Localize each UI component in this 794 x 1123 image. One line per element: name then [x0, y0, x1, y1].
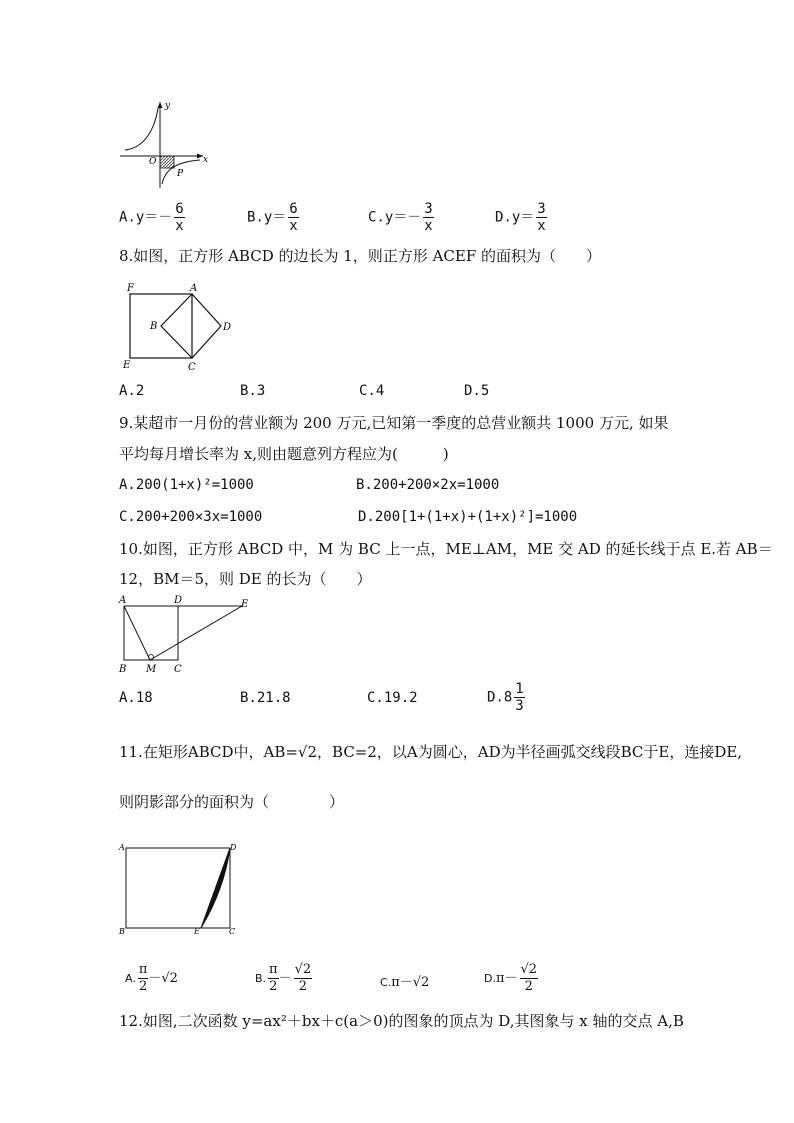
- q8-option-a: A.2: [119, 383, 145, 399]
- q11-rectangle-figure: [116, 838, 244, 938]
- q10-option-a: A.18: [119, 690, 153, 706]
- q8-option-b: B.3: [240, 383, 266, 399]
- q11-option-b-num: π: [269, 962, 278, 977]
- q8-label-e: E: [123, 360, 131, 371]
- q11-option-b-minus: －: [278, 971, 292, 986]
- q7-option-c-label: C.y＝－: [368, 209, 422, 226]
- q10-option-d-prefix: D.8: [487, 689, 513, 706]
- q7-label-p: P: [177, 169, 184, 179]
- q7-option-a-label: A.y＝－: [119, 209, 173, 226]
- q11-option-a: [125, 962, 178, 995]
- q9-option-a: A.200(1+x)²=1000: [119, 477, 254, 493]
- q10-option-b: B.21.8: [240, 690, 291, 706]
- q7-option-c: [368, 201, 434, 234]
- q9-question-line2: 平均每月增长率为 x,则由题意列方程应为( ): [119, 445, 449, 463]
- q8-label-d: D: [223, 322, 232, 333]
- q10-label-b: B: [119, 664, 127, 675]
- q11-option-d-num2: √2: [520, 962, 538, 977]
- q10-line-me: [150, 606, 242, 660]
- q11-label-d: D: [230, 843, 237, 852]
- q7-option-d-label: D.y＝: [495, 209, 535, 226]
- q11-question-line2: 则阴影部分的面积为（ ）: [119, 793, 345, 811]
- q11-option-a-den: 2: [138, 979, 148, 994]
- q7-option-c-num: 3: [424, 201, 433, 217]
- q11-option-a-tail: －√2: [148, 971, 178, 986]
- q9-option-c: C.200+200×3x=1000: [119, 509, 263, 525]
- q10-option-d: [487, 681, 525, 714]
- q7-option-d: [495, 201, 547, 234]
- q10-label-a: A: [119, 595, 127, 606]
- q9-question-line1: 9.某超市一月份的营业额为 200 万元,已知第一季度的总营业额共 1000 万元, 如果: [119, 414, 669, 432]
- q8-label-a: A: [190, 283, 198, 294]
- q10-line-am: [124, 606, 150, 660]
- q10-label-m: M: [146, 664, 157, 675]
- q11-question-line1: 11.在矩形ABCD中，AB=√2，BC=2，以A为圆心，AD为半径画弧交线段BC于E，连接DE,: [119, 743, 743, 761]
- q7-option-c-den: x: [424, 218, 433, 234]
- q11-option-b-prefix: B.: [255, 972, 267, 985]
- q7-curve-upper: [125, 108, 158, 150]
- q11-option-b-den: 2: [269, 979, 278, 994]
- q11-option-a-prefix: A.: [125, 972, 136, 985]
- q8-square-abcd: [161, 294, 221, 358]
- q11-option-b-den2: 2: [298, 979, 308, 994]
- q10-square-abcd: [124, 606, 178, 660]
- q8-option-c: C.4: [359, 383, 385, 399]
- q11-option-a-num: π: [138, 962, 148, 977]
- q10-label-e: E: [241, 599, 249, 610]
- q7-option-d-num: 3: [537, 201, 546, 217]
- q7-hyperbola-figure: [115, 98, 215, 190]
- q11-option-c-prefix: C.: [380, 976, 392, 989]
- q7-label-x: x: [203, 155, 209, 165]
- q7-option-a-num: 6: [175, 201, 184, 217]
- q10-label-d: D: [174, 595, 183, 606]
- q10-square-figure: [114, 594, 256, 676]
- q7-option-a-den: x: [175, 218, 184, 234]
- q9-option-b: B.200+200×2x=1000: [356, 477, 500, 493]
- q10-question-line1: 10.如图，正方形 ABCD 中，M 为 BC 上一点，ME⊥AM，ME 交 AD 的延长线于点 E.若 AB＝: [119, 540, 773, 558]
- q9-option-d: D.200[1+(1+x)+(1+x)²]=1000: [358, 509, 578, 525]
- q7-option-d-den: x: [537, 218, 546, 234]
- q7-label-y: y: [165, 101, 171, 111]
- q8-option-d: D.5: [464, 383, 490, 399]
- q11-option-d-prefix: D.: [484, 972, 496, 985]
- q8-label-f: F: [127, 283, 134, 294]
- q10-option-d-num: 1: [515, 681, 524, 697]
- q7-option-b-num: 6: [289, 201, 298, 217]
- q11-option-b: [255, 962, 312, 995]
- q12-question-line1: 12.如图,二次函数 y=ax²＋bx＋c(a＞0)的图象的顶点为 D,其图象与 x 轴的交点 A,B: [119, 1012, 684, 1030]
- q10-option-c: C.19.2: [367, 690, 418, 706]
- q11-option-d-den2: 2: [524, 979, 533, 994]
- q8-label-c: C: [188, 362, 196, 372]
- q10-option-d-den: 3: [515, 698, 524, 714]
- q7-option-b: [247, 201, 299, 234]
- q7-label-o: O: [149, 157, 157, 167]
- q8-question-text: 8.如图，正方形 ABCD 的边长为 1，则正方形 ACEF 的面积为（ ）: [119, 247, 602, 265]
- q11-rectangle-abcd: [126, 848, 230, 928]
- q7-option-b-den: x: [289, 218, 298, 234]
- q10-label-c: C: [174, 664, 182, 675]
- q11-option-b-num2: √2: [294, 962, 312, 977]
- q11-option-c-text: π－√2: [391, 975, 430, 990]
- q11-line-de: [201, 848, 230, 928]
- q11-label-e: E: [194, 927, 200, 936]
- q7-option-a: [119, 201, 185, 234]
- q11-label-c: C: [229, 927, 236, 936]
- q11-option-c: [380, 971, 429, 990]
- q11-option-d: [484, 962, 538, 995]
- q10-right-angle-mark: [149, 655, 154, 660]
- q11-option-d-text: π－: [495, 971, 518, 986]
- q7-shaded-rect: [160, 156, 174, 168]
- q8-squares-figure: [118, 282, 243, 372]
- q8-label-b: B: [150, 321, 158, 332]
- q11-label-a: A: [119, 843, 125, 852]
- q7-option-b-label: B.y＝: [247, 209, 287, 226]
- q11-label-b: B: [119, 927, 125, 936]
- q10-question-line2: 12，BM＝5，则 DE 的长为（ ）: [119, 570, 372, 588]
